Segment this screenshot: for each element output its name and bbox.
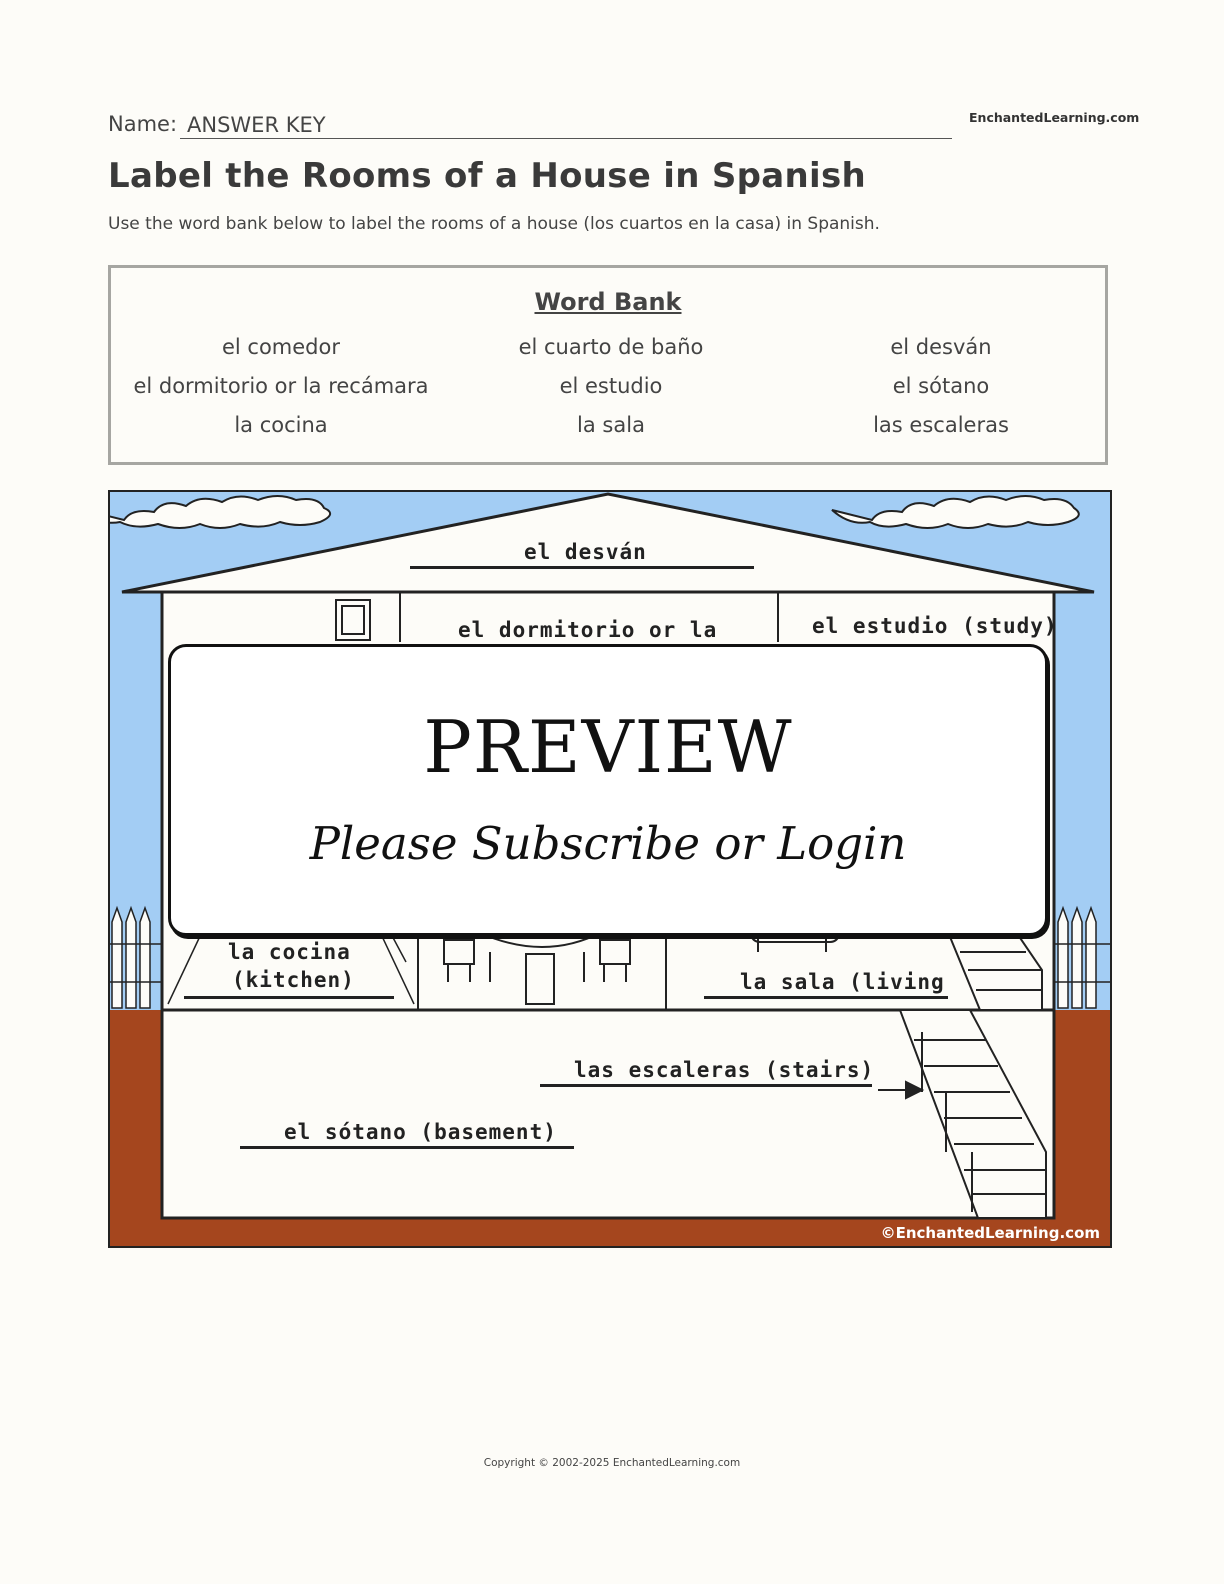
name-line xyxy=(180,138,952,139)
word-bank-word: el dormitorio or la recámara xyxy=(133,374,429,398)
label-kitchen: la cocina xyxy=(228,940,351,964)
name-row xyxy=(108,108,952,140)
word-bank-heading: Word Bank xyxy=(534,288,682,316)
word-bank-word: las escaleras xyxy=(873,413,1009,437)
site-logo[interactable]: EnchantedLearning.com xyxy=(969,110,1140,125)
subscribe-login-prompt[interactable]: Please Subscribe or Login xyxy=(309,817,907,870)
label-attic: el desván xyxy=(524,540,647,564)
word-bank-word: el desván xyxy=(890,335,992,359)
answer-line-attic xyxy=(410,566,754,569)
label-bedroom: el dormitorio or la xyxy=(458,618,718,642)
preview-overlay[interactable] xyxy=(168,644,1048,936)
name-value: ANSWER KEY xyxy=(187,113,326,137)
word-bank-grid xyxy=(111,336,1105,453)
copyright-footer: Copyright © 2002-2025 EnchantedLearning.com xyxy=(483,1457,741,1469)
answer-line-living-room xyxy=(704,996,948,999)
word-bank xyxy=(108,265,1108,465)
answer-line-kitchen xyxy=(184,996,394,999)
word-bank-word: el sótano xyxy=(892,374,990,398)
instructions: Use the word bank below to label the rooms of a house (los cuartos en la casa) in Spanish. xyxy=(108,214,880,234)
label-study: el estudio (study) xyxy=(812,614,1058,638)
answer-line-stairs xyxy=(540,1084,872,1087)
preview-title: PREVIEW xyxy=(423,705,793,789)
answer-line-basement xyxy=(240,1146,574,1149)
illustration-credit: ©EnchantedLearning.com xyxy=(880,1224,1100,1242)
label-kitchen-english: (kitchen) xyxy=(232,968,355,992)
word-bank-word: el comedor xyxy=(221,335,340,359)
label-living-room: la sala (living xyxy=(740,970,945,994)
page-title: Label the Rooms of a House in Spanish xyxy=(108,156,867,196)
house-illustration xyxy=(108,490,1112,1248)
word-bank-word: el cuarto de baño xyxy=(518,335,704,359)
label-basement: el sótano (basement) xyxy=(284,1120,557,1144)
label-stairs: las escaleras (stairs) xyxy=(574,1058,875,1082)
name-label: Name: xyxy=(108,112,178,136)
word-bank-word: la cocina xyxy=(234,413,328,437)
word-bank-word: la sala xyxy=(577,413,645,437)
word-bank-word: el estudio xyxy=(559,374,663,398)
